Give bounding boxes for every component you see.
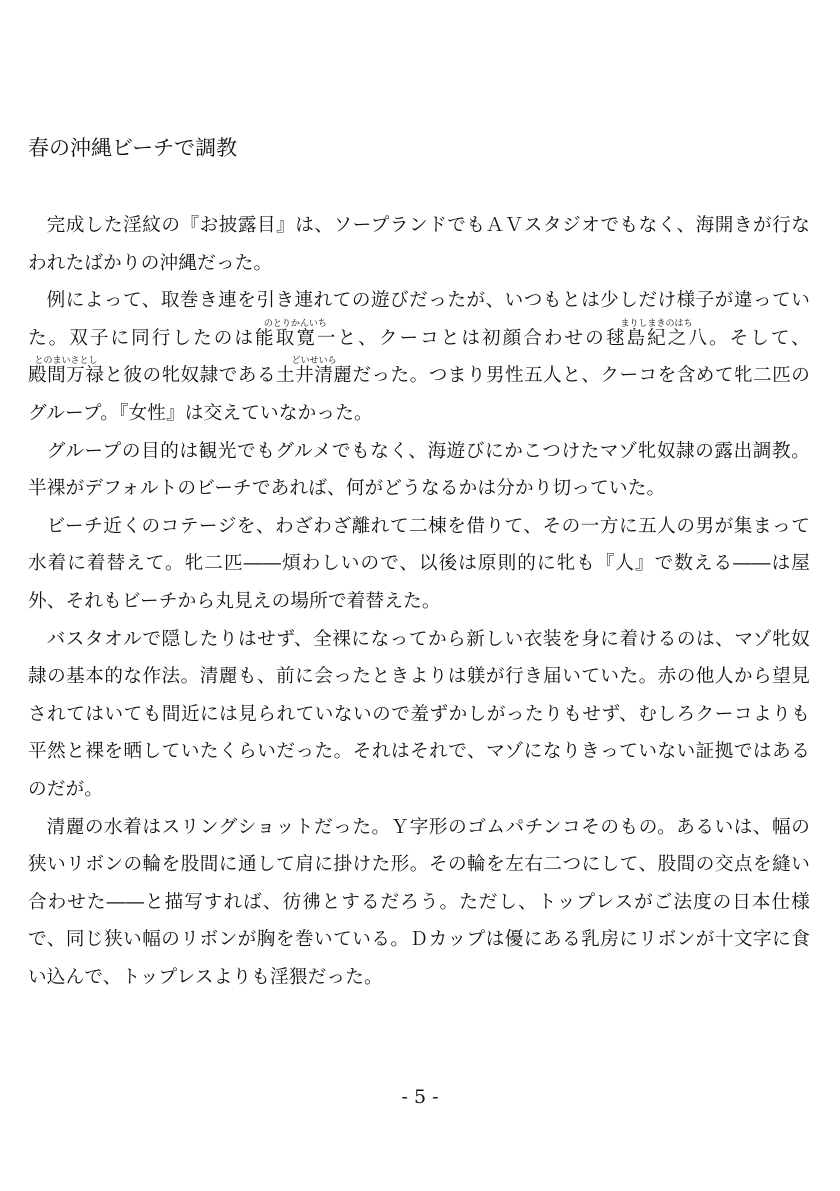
furigana-reading: まりしまきのはち [605, 318, 708, 329]
furigana-reading: どいせいら [276, 356, 353, 367]
furigana-reading: とのまいさとし [28, 356, 105, 367]
paragraph-1: 完成した淫紋の『お披露目』は、ソープランドでもＡＶスタジオでもなく、海開きが行なわれたばかりの沖縄だった。 [28, 215, 810, 274]
paragraph-6: 清麗の水着はスリングショットだった。Ｙ字形のゴムパチンコそのもの。あるいは、幅の狭いリボンの輪を股間に通して肩に掛けた形。その輪を左右二つにして、股間の交点を縫い合わせた――と描写すれば、彷彿とするだろう。ただし、トップレスがご法度の日本仕様で、同じ狭い幅のリボンが胸を巻いている。Ｄカップは優にある乳房にリボンが十文字に食い込んで、トップレスよりも淫猥だった。 [28, 816, 810, 988]
furigana-reading: のとりかんいち [255, 318, 336, 329]
paragraph-2: 例によって、取巻き連を引き連れての遊びだったが、いつもとは少しだけ様子が違っていた。双子に同行したのは能取寛一のとりかんいちと、クーコとは初顔合わせの毬島紀之八まりしまきのはち。そして、殿間万禄とのまいさとしと彼の牝奴隷である土井清麗どいせいらだった。つまり男性五人と、クーコを含めて牝二匹のグループ。『女性』は交えていなかった。 [28, 290, 810, 424]
chapter-title: 春の沖縄ビーチで調教 [28, 136, 238, 160]
name-with-reading: 毬島紀之八まりしまきのはち [605, 318, 710, 349]
name-with-reading: 能取寛一のとりかんいち [255, 318, 338, 349]
paragraph-3: グループの目的は観光でもグルメでもなく、海遊びにかこつけたマゾ牝奴隷の露出調教。半裸がデフォルトのビーチであれば、何がどうなるかは分かり切っていた。 [28, 440, 810, 500]
name-with-reading: 殿間万禄とのまいさとし [28, 356, 105, 387]
page-number: - 5 - [401, 1086, 439, 1108]
paragraph-4: ビーチ近くのコテージを、わざわざ離れて二棟を借りて、その一方に五人の男が集まって水着に着替えて。牝二匹――煩わしいので、以後は原則的に牝も『人』で数える――は屋外、それもビーチから丸見えの場所で着替えた。 [28, 515, 810, 612]
paragraph-5: バスタオルで隠したりはせず、全裸になってから新しい衣装を身に着けるのは、マゾ牝奴隷の基本的な作法。清麗も、前に会ったときよりは躾が行き届いていた。赤の他人から望見されてはいても間近には見られていないので羞ずかしがったりもせず、むしろクーコよりも平然と裸を晒していたくらいだった。それはそれで、マゾになりきっていない証拠ではあるのだが。 [28, 628, 810, 800]
body-text [28, 207, 810, 996]
name-with-reading: 土井清麗どいせいら [276, 356, 353, 387]
